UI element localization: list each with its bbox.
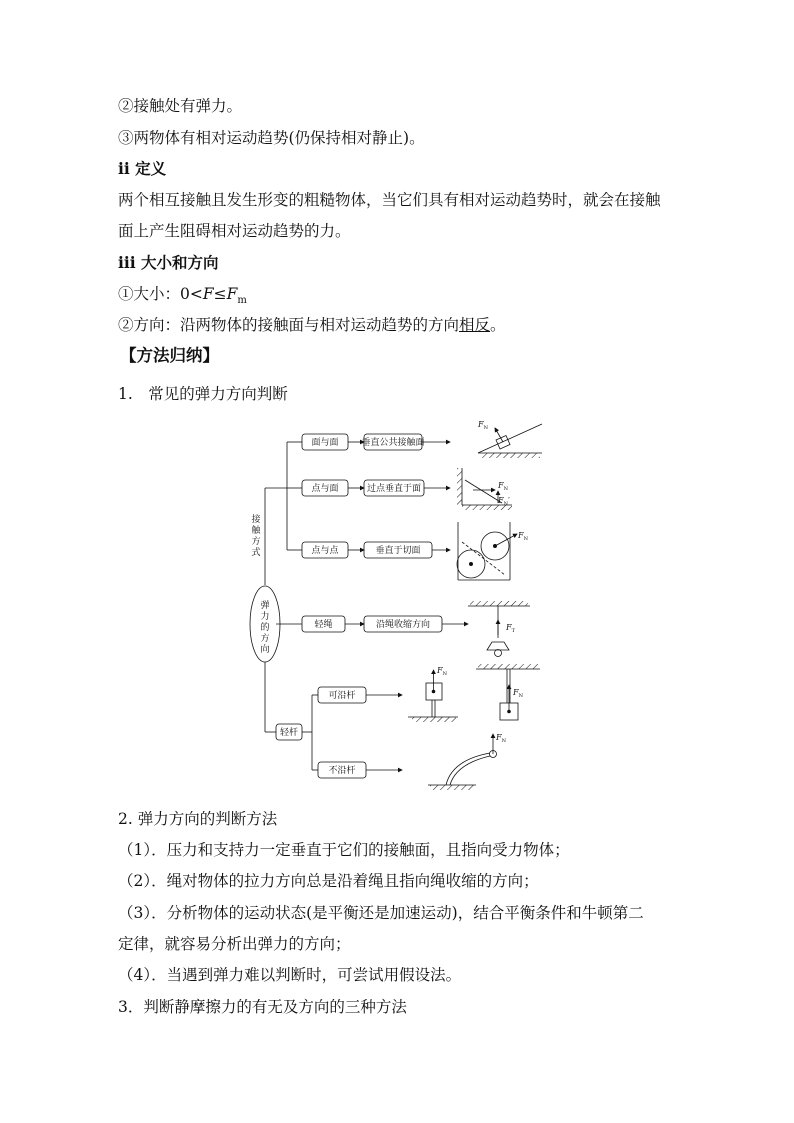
text-fragment: F <box>226 285 238 303</box>
vertical-char: 触 <box>251 526 261 536</box>
force-symbol: F <box>478 420 484 429</box>
two-balls-figure <box>457 522 517 580</box>
text-line: 面上产生阻碍相对运动趋势的力。 <box>118 222 351 240</box>
force-subscript: N <box>503 501 508 507</box>
vertical-char: 的 <box>260 623 270 633</box>
force-subscript: N <box>483 425 488 431</box>
hanging-rod-block-figure <box>476 664 540 720</box>
heading-1: 1. 常见的弹力方向判断 <box>118 385 288 403</box>
rod-not-along: 不沿杆 <box>328 766 356 776</box>
force-symbol: F <box>513 688 519 697</box>
subheading-magnitude-direction: ⅲ 大小和方向 <box>118 253 219 272</box>
section-heading: 【方法归纳】 <box>120 346 219 365</box>
force-label <box>495 733 507 744</box>
text-fragment: ②方向：沿两物体的接触面与相对运动趋势的方向 <box>118 316 460 334</box>
direction-surface-surface: 垂直公共接触面 <box>361 438 425 448</box>
block-on-rod-figure <box>408 670 458 722</box>
text-fragment: F <box>202 285 214 303</box>
text-fragment: ≤ <box>213 285 227 303</box>
direction-rope: 沿绳收缩方向 <box>375 620 431 630</box>
vertical-char: 向 <box>260 645 270 655</box>
force-symbol: F <box>498 496 504 505</box>
vertical-char: 式 <box>251 548 261 558</box>
text-line: ③两物体有相对运动趋势(仍保持相对静止)。 <box>118 129 425 147</box>
direction-point-point: 垂直于切面 <box>375 546 421 556</box>
node-rod: 轻杆 <box>279 728 299 738</box>
method-item-2: （2）．绳对物体的拉力方向总是沿着绳且指向绳收缩的方向； <box>118 872 539 890</box>
node-surface-surface: 面与面 <box>311 438 339 448</box>
force-label <box>512 688 524 699</box>
force-symbol: F <box>496 733 502 742</box>
force-subscript: N <box>523 536 528 542</box>
force-label <box>436 666 448 677</box>
force-label <box>477 420 489 431</box>
text-line-magnitude <box>118 284 247 311</box>
direction-point-surface: 过点垂直于面 <box>366 484 422 494</box>
node-rope: 轻绳 <box>314 620 333 630</box>
text-line-direction <box>118 315 506 335</box>
force-subscript: N <box>501 738 506 744</box>
node-point-surface: 点与面 <box>311 484 339 494</box>
elastic-force-direction-diagram <box>240 410 550 795</box>
force-label <box>517 531 529 542</box>
force-label <box>505 623 516 634</box>
rod-along: 可沿杆 <box>328 691 356 701</box>
root-node-label <box>260 599 269 655</box>
force-symbol: F <box>506 623 512 632</box>
text-line: ②接触处有弹力。 <box>118 97 243 115</box>
vertical-char: 弹 <box>260 601 270 611</box>
force-subscript: N <box>442 671 447 677</box>
curved-rod-figure <box>428 734 497 790</box>
force-symbol: F <box>437 666 443 675</box>
text-fragment: ①大小：0< <box>118 285 203 303</box>
vertical-char: 接 <box>251 515 261 525</box>
force-subscript: N <box>518 693 523 699</box>
vertical-char: 力 <box>260 612 270 622</box>
method-item-4: （4）．当遇到弹力难以判断时，可尝试用假设法。 <box>118 966 462 984</box>
method-item-3-cont: 定律，就容易分析出弹力的方向； <box>118 935 351 953</box>
underlined-text: 相反 <box>459 316 491 334</box>
hanging-lamp-figure <box>468 601 530 657</box>
force-symbol: F <box>498 481 504 490</box>
text-fragment: 。 <box>490 316 506 334</box>
text-fragment: m <box>237 295 247 307</box>
text-line: 两个相互接触且发生形变的粗糙物体，当它们具有相对运动趋势时，就会在接触 <box>118 191 661 209</box>
force-symbol: F <box>518 531 524 540</box>
vertical-char: 方 <box>251 537 261 547</box>
heading-3: 3．判断静摩擦力的有无及方向的三种方法 <box>118 998 407 1016</box>
subheading-definition: ⅱ 定义 <box>118 159 167 178</box>
prime-mark: ′ <box>507 496 510 505</box>
force-subscript: N <box>503 486 508 492</box>
method-item-3: （3）．分析物体的运动状态(是平衡还是加速运动)，结合平衡条件和牛顿第二 <box>118 904 644 922</box>
method-item-1: （1）．压力和支持力一定垂直于它们的接触面，且指向受力物体； <box>118 841 570 859</box>
contact-mode-label <box>251 513 261 558</box>
force-label <box>497 481 509 492</box>
node-point-point: 点与点 <box>311 546 339 556</box>
heading-2: 2. 弹力方向的判断方法 <box>118 810 278 828</box>
force-subscript: T <box>511 628 515 634</box>
vertical-char: 方 <box>260 634 270 644</box>
